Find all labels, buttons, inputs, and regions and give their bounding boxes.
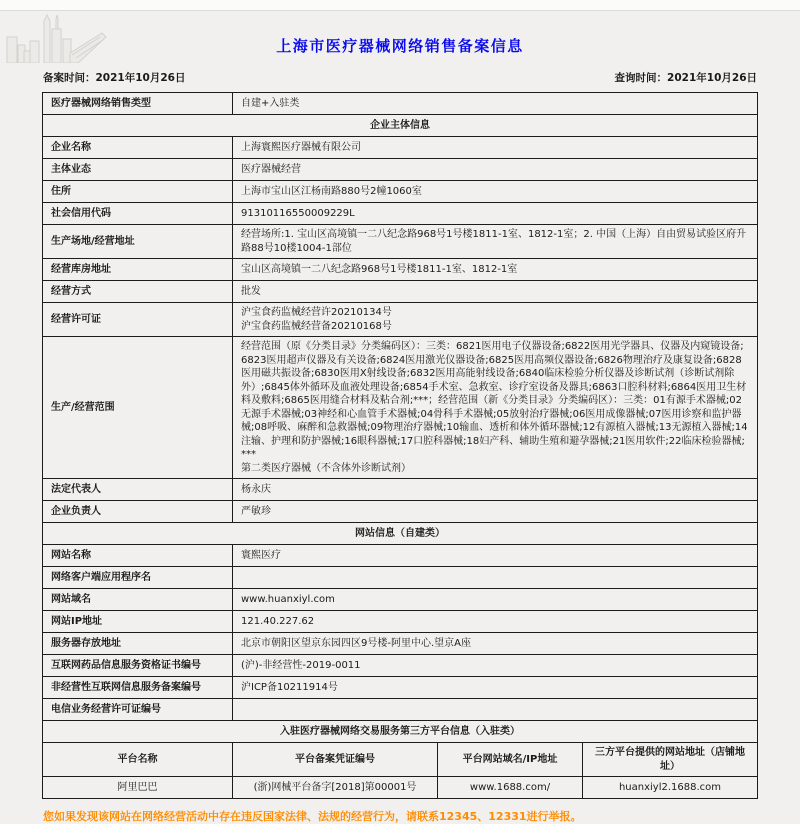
platform-col-header: 平台名称 — [43, 743, 233, 777]
platform-section-title: 入驻医疗器械网络交易服务第三方平台信息（入驻类） — [43, 721, 758, 743]
field-value-line — [241, 703, 749, 717]
field-value — [233, 567, 758, 589]
platform-cell: huanxiyl2.1688.com — [583, 777, 758, 799]
field-value — [233, 137, 758, 159]
field-value — [233, 93, 758, 115]
platform-cell: www.1688.com/ — [438, 777, 583, 799]
table-row — [43, 303, 758, 337]
table-row — [43, 699, 758, 721]
field-label: 生产/经营范围 — [43, 337, 233, 479]
registration-table — [42, 92, 758, 799]
table-row — [43, 159, 758, 181]
platform-col-header: 平台网站域名/IP地址 — [438, 743, 583, 777]
table-row — [43, 677, 758, 699]
platform-data-row — [43, 777, 758, 799]
field-value — [233, 181, 758, 203]
field-label: 医疗器械网络销售类型 — [43, 93, 233, 115]
field-value-line: 91310116550009229L — [241, 207, 355, 219]
platform-col-header: 平台备案凭证编号 — [233, 743, 438, 777]
field-value-line: 经营范围（原《分类目录》分类编码区）：三类：6821医用电子仪器设备;6822医用光学器具、仪器及内窥镜设备;6823医用超声仪器及有关设备;6824医用激光仪器设备;6825医用高频仪器设备;6826物理治疗及康复设备;6828医用磁共振设备;6830医用X射线设备;6832医用高能射线设备;6840临床检验分析仪器及诊断试剂（诊断试剂除外）;6845体外循环及血液处理设备;6854手术室、急救室、诊疗室设备及器具;6863口腔科材料;6864医用卫生材料及敷料;6865医用缝合材料及粘合剂;***；经营范围（新《分类目录》分类编码区）：三类：01有源手术器械;02无源手术器械;03神经和心血管手术器械;04骨科手术器械;05放射治疗器械;06医用成像器械;07医用诊察和监护器械;08呼吸、麻醉和急救器械;09物理治疗器械;10输血、透析和体外循环器械;12有源植入器械;13无源植入器械;14注输、护理和防护器械;16眼科器械;17口腔科器械;18妇产科、辅助生殖和避孕器械;21医用软件;22临床检验器械;*** — [241, 341, 748, 460]
time-row — [43, 70, 757, 85]
field-value-line: 医疗器械经营 — [241, 163, 301, 175]
table-row — [43, 567, 758, 589]
field-label: 经营方式 — [43, 281, 233, 303]
table-row — [43, 611, 758, 633]
field-value — [233, 259, 758, 281]
field-value — [233, 699, 758, 721]
field-value — [233, 337, 758, 479]
field-value — [233, 633, 758, 655]
field-value-line: 严敏珍 — [241, 505, 271, 517]
field-label: 网站IP地址 — [43, 611, 233, 633]
table-row — [43, 501, 758, 523]
field-value — [233, 589, 758, 611]
query-time: 查询时间：2021年10月26日 — [614, 72, 757, 84]
platform-cell: (浙)网械平台备字[2018]第00001号 — [233, 777, 438, 799]
field-value-line: 沪ICP备10211914号 — [241, 681, 338, 693]
field-label: 法定代表人 — [43, 479, 233, 501]
field-value — [233, 655, 758, 677]
table-row — [43, 225, 758, 259]
field-value-line: 121.40.227.62 — [241, 615, 315, 627]
field-value-line: (沪)-非经营性-2019-0011 — [241, 659, 361, 671]
table-row — [43, 281, 758, 303]
field-value-line — [241, 571, 749, 585]
field-value-line: 沪宝食药监械经营许20210134号 — [241, 307, 392, 318]
field-value-line: 自建+入驻类 — [241, 97, 300, 109]
platform-section-row — [43, 721, 758, 743]
field-value — [233, 159, 758, 181]
table-row — [43, 181, 758, 203]
field-label: 经营库房地址 — [43, 259, 233, 281]
field-value-line: 上海寰熙医疗器械有限公司 — [241, 141, 361, 153]
field-label: 主体业态 — [43, 159, 233, 181]
field-label: 住所 — [43, 181, 233, 203]
field-value-line: 寰熙医疗 — [241, 549, 281, 561]
filing-time: 备案时间：2021年10月26日 — [43, 72, 186, 84]
table-row — [43, 259, 758, 281]
field-value — [233, 203, 758, 225]
page-title: 上海市医疗器械网络销售备案信息 — [276, 37, 524, 55]
field-value — [233, 281, 758, 303]
field-value-line: 北京市朝阳区望京东园四区9号楼-阿里中心.望京A座 — [241, 637, 471, 649]
section-title: 企业主体信息 — [43, 115, 758, 137]
table-row — [43, 589, 758, 611]
platform-header-row — [43, 743, 758, 777]
field-label: 企业负责人 — [43, 501, 233, 523]
field-value — [233, 611, 758, 633]
field-label: 经营许可证 — [43, 303, 233, 337]
city-skyline-icon — [6, 11, 110, 63]
field-label: 互联网药品信息服务资格证书编号 — [43, 655, 233, 677]
field-value — [233, 303, 758, 337]
field-value — [233, 545, 758, 567]
field-label: 电信业务经营许可证编号 — [43, 699, 233, 721]
field-value-line: 沪宝食药监械经营备20210168号 — [241, 320, 392, 332]
platform-col-header: 三方平台提供的网站地址（店铺地址） — [583, 743, 758, 777]
table-row — [43, 545, 758, 567]
field-value — [233, 677, 758, 699]
platform-cell: 阿里巴巴 — [43, 777, 233, 799]
field-value-line: 批发 — [241, 285, 261, 297]
table-row — [43, 479, 758, 501]
top-divider — [0, 0, 800, 11]
field-label: 社会信用代码 — [43, 203, 233, 225]
section-row — [43, 115, 758, 137]
field-value-line: 宝山区高境镇一二八纪念路968号1号楼1811-1室、1812-1室 — [241, 263, 518, 275]
field-value — [233, 479, 758, 501]
table-row — [43, 203, 758, 225]
field-label: 非经营性互联网信息服务备案编号 — [43, 677, 233, 699]
field-value-line: 上海市宝山区江杨南路880号2幢1060室 — [241, 185, 422, 197]
info-table-body — [43, 93, 758, 799]
table-row — [43, 137, 758, 159]
field-label: 网站域名 — [43, 589, 233, 611]
field-label: 企业名称 — [43, 137, 233, 159]
table-row — [43, 633, 758, 655]
field-value-line: 经营场所:1. 宝山区高境镇一二八纪念路968号1号楼1811-1室、1812-1室；2. 中国（上海）自由贸易试验区府升路88号10楼1004-1部位 — [241, 229, 747, 254]
table-row — [43, 337, 758, 479]
warning-text: 您如果发现该网站在网络经营活动中存在违反国家法律、法规的经营行为，请联系12345、12331进行举报。 — [43, 810, 582, 823]
field-value — [233, 225, 758, 259]
field-label: 网站名称 — [43, 545, 233, 567]
table-row — [43, 655, 758, 677]
field-value-line: www.huanxiyl.com — [241, 593, 335, 605]
table-row — [43, 93, 758, 115]
field-value-line: 第二类医疗器械（不含体外诊断试剂） — [241, 462, 411, 474]
section-title: 网站信息（自建类） — [43, 523, 758, 545]
field-value — [233, 501, 758, 523]
field-label: 网络客户端应用程序名 — [43, 567, 233, 589]
field-label: 生产场地/经营地址 — [43, 225, 233, 259]
field-label: 服务器存放地址 — [43, 633, 233, 655]
section-row — [43, 523, 758, 545]
field-value-line: 杨永庆 — [241, 483, 271, 495]
